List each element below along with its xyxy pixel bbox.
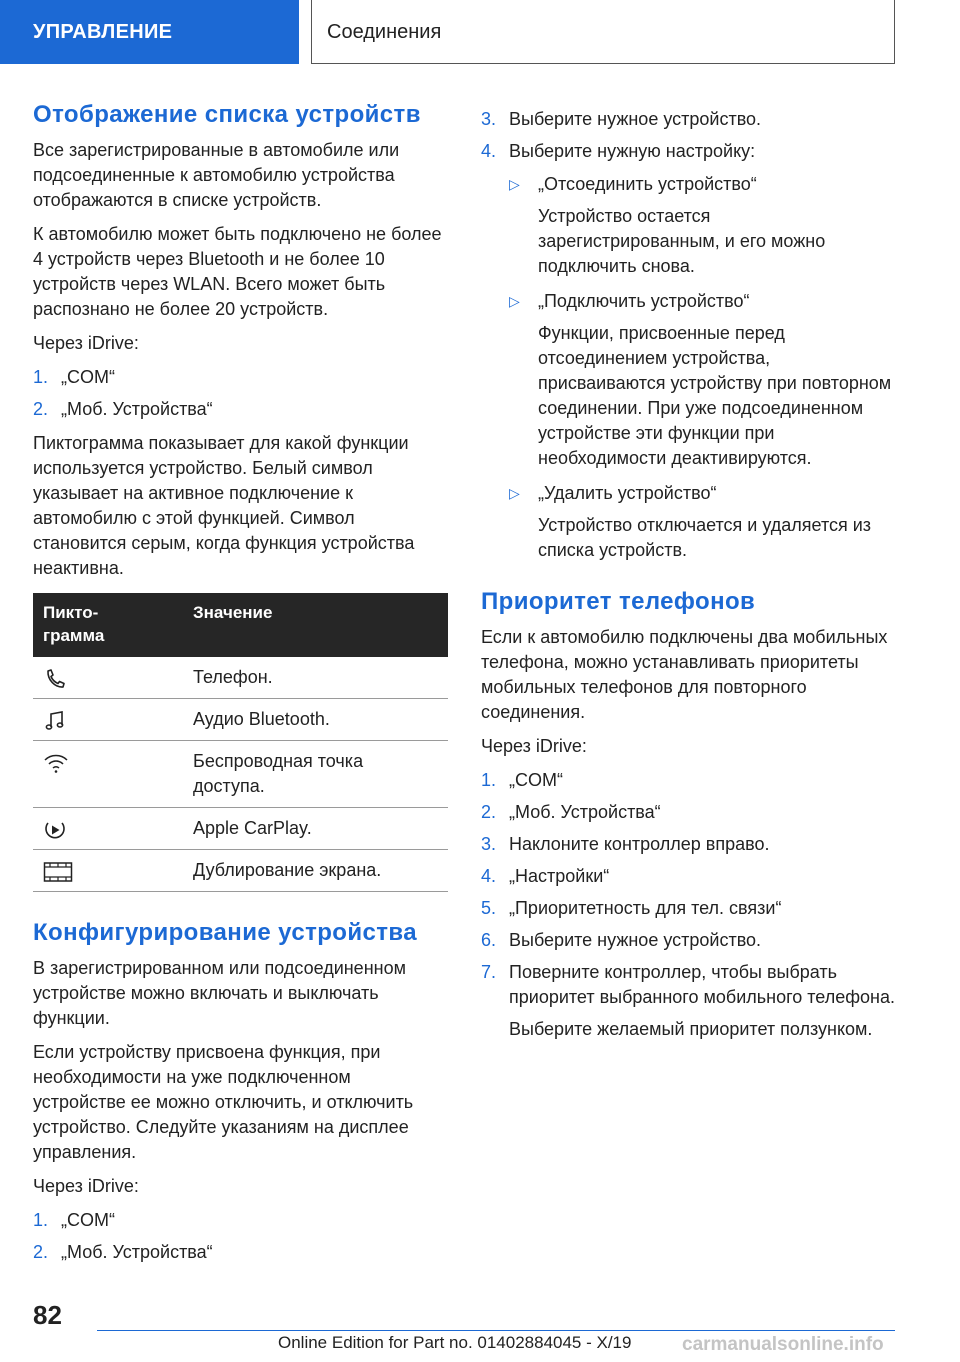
step-item	[481, 960, 896, 1042]
option-label: „Отсоединить устройство“	[538, 174, 757, 194]
step-text: Выберите нужную настройку:	[509, 141, 756, 161]
option-item	[509, 289, 896, 471]
step-item	[481, 864, 896, 889]
step-list	[481, 768, 896, 1042]
step-item	[481, 800, 896, 825]
step-number: 3.	[481, 109, 497, 129]
paragraph: Все зарегистрированные в автомобиле или подсоединенные к автомобилю устройства отображаются в списке устройств.	[33, 140, 400, 210]
music-note-icon	[43, 710, 67, 732]
icon-table	[33, 593, 448, 892]
carplay-icon	[43, 819, 67, 841]
paragraph: Если к автомобилю подключены два мобильных телефона, можно устанавливать приоритеты мобильных телефонов для повторного соединения.	[481, 627, 888, 722]
option-label: „Подключить устройство“	[538, 291, 750, 311]
via-idrive-label: Через iDrive:	[481, 736, 587, 756]
right-column	[481, 103, 896, 1051]
step-text: „Моб. Устройства“	[61, 399, 213, 419]
triangle-bullet-icon: ▷	[509, 485, 520, 501]
step-number: 4.	[481, 141, 497, 161]
meaning-cell: Беспроводная точка доступа.	[183, 741, 448, 808]
step-item	[481, 832, 896, 857]
step-item	[481, 107, 896, 132]
wifi-icon	[43, 752, 69, 774]
option-description: Функции, присвоенные перед отсоединением устройства, присваиваются устройству при повторном соединении. При уже подсоединенном устройстве эти функции при необходимости деактивируются.	[538, 323, 892, 468]
footer-divider	[97, 1330, 895, 1331]
step-item	[33, 397, 448, 422]
heading-device-config: Конфигурирование устройства	[33, 919, 417, 946]
icon-cell	[33, 657, 183, 699]
section-header: УПРАВЛЕНИЕ	[0, 0, 299, 64]
option-description: Устройство остается зарегистрированным, и его можно подключить снова.	[538, 206, 826, 276]
edition-text: Online Edition for Part no. 01402884045 - X/19	[278, 1333, 632, 1352]
step-item	[481, 896, 896, 921]
step-number: 2.	[33, 399, 49, 419]
table-header-icon: Пикто- грамма	[33, 593, 183, 657]
paragraph: К автомобилю может быть подключено не более 4 устройств через Bluetooth и не более 10 устройств через WLAN. Всего может быть распознано не более 20 устройств.	[33, 224, 442, 319]
step-text: „COM“	[61, 1210, 115, 1230]
phone-icon	[43, 668, 67, 690]
paragraph: Пиктограмма показывает для какой функции используется устройство. Белый символ указывает на активное подключение к автомобилю с этой функцией. Символ становится серым, когда функция устройства неактивна.	[33, 433, 415, 578]
step-list	[481, 107, 896, 563]
page-number: 82	[33, 1300, 62, 1330]
meaning-cell: Аудио Bluetooth.	[183, 699, 448, 741]
table-row	[33, 850, 448, 892]
option-list	[509, 172, 896, 563]
option-item	[509, 172, 896, 279]
step-item	[33, 1240, 448, 1265]
step-number: 1.	[33, 367, 49, 387]
step-number: 2.	[481, 802, 497, 822]
left-column	[33, 100, 448, 1274]
via-idrive-label: Через iDrive:	[33, 1176, 139, 1196]
triangle-bullet-icon: ▷	[509, 176, 520, 192]
table-row	[33, 808, 448, 850]
step-item	[33, 1208, 448, 1233]
option-description: Устройство отключается и удаляется из списка устройств.	[538, 515, 872, 560]
option-label: „Удалить устройство“	[538, 483, 717, 503]
topic-header: Соединения	[311, 0, 895, 64]
step-text: „Моб. Устройства“	[509, 802, 661, 822]
heading-phone-priority: Приоритет телефонов	[481, 588, 756, 615]
icon-cell	[33, 741, 183, 808]
step-number: 7.	[481, 962, 497, 982]
step-text: „COM“	[509, 770, 563, 790]
step-list	[33, 365, 448, 422]
via-idrive-label: Через iDrive:	[33, 333, 139, 353]
triangle-bullet-icon: ▷	[509, 293, 520, 309]
screen-mirroring-icon	[43, 861, 73, 883]
step-number: 5.	[481, 898, 497, 918]
step-number: 3.	[481, 834, 497, 854]
icon-cell	[33, 699, 183, 741]
step-number: 1.	[481, 770, 497, 790]
paragraph: Если устройству присвоена функция, при необходимости на уже подключенном устройстве ее можно отключить, и отключить устройство. Следуйте указаниям на дисплее управления.	[33, 1042, 414, 1162]
heading-device-list: Отображение списка устройств	[33, 101, 421, 128]
step-number: 4.	[481, 866, 497, 886]
meaning-cell: Дублирование экрана.	[183, 850, 448, 892]
table-header-meaning: Значение	[183, 593, 448, 657]
step-list	[33, 1208, 448, 1265]
meaning-cell: Телефон.	[183, 657, 448, 699]
icon-cell	[33, 808, 183, 850]
option-item	[509, 481, 896, 563]
step-text: „COM“	[61, 367, 115, 387]
step-text: Выберите нужное устройство.	[509, 109, 762, 129]
table-row	[33, 699, 448, 741]
step-item	[481, 928, 896, 953]
step-item	[481, 139, 896, 563]
step-text: Поверните контроллер, чтобы выбрать приоритет выбранного мобильного телефона.	[509, 962, 895, 1007]
icon-cell	[33, 850, 183, 892]
meaning-cell: Apple CarPlay.	[183, 808, 448, 850]
step-item	[33, 365, 448, 390]
step-number: 1.	[33, 1210, 49, 1230]
step-number: 2.	[33, 1242, 49, 1262]
table-row	[33, 657, 448, 699]
step-text: „Приоритетность для тел. связи“	[509, 898, 782, 918]
step-text: Выберите нужное устройство.	[509, 930, 762, 950]
table-header-row	[33, 593, 448, 657]
step-text: Наклоните контроллер вправо.	[509, 834, 770, 854]
step-text: „Моб. Устройства“	[61, 1242, 213, 1262]
watermark: carmanualsonline.info	[682, 1334, 884, 1355]
step-text: „Настройки“	[509, 866, 610, 886]
step-number: 6.	[481, 930, 497, 950]
step-subtext: Выберите желаемый приоритет ползунком.	[509, 1019, 873, 1039]
step-item	[481, 768, 896, 793]
table-row	[33, 741, 448, 808]
paragraph: В зарегистрированном или подсоединенном устройстве можно включать и выключать функции.	[33, 958, 406, 1028]
